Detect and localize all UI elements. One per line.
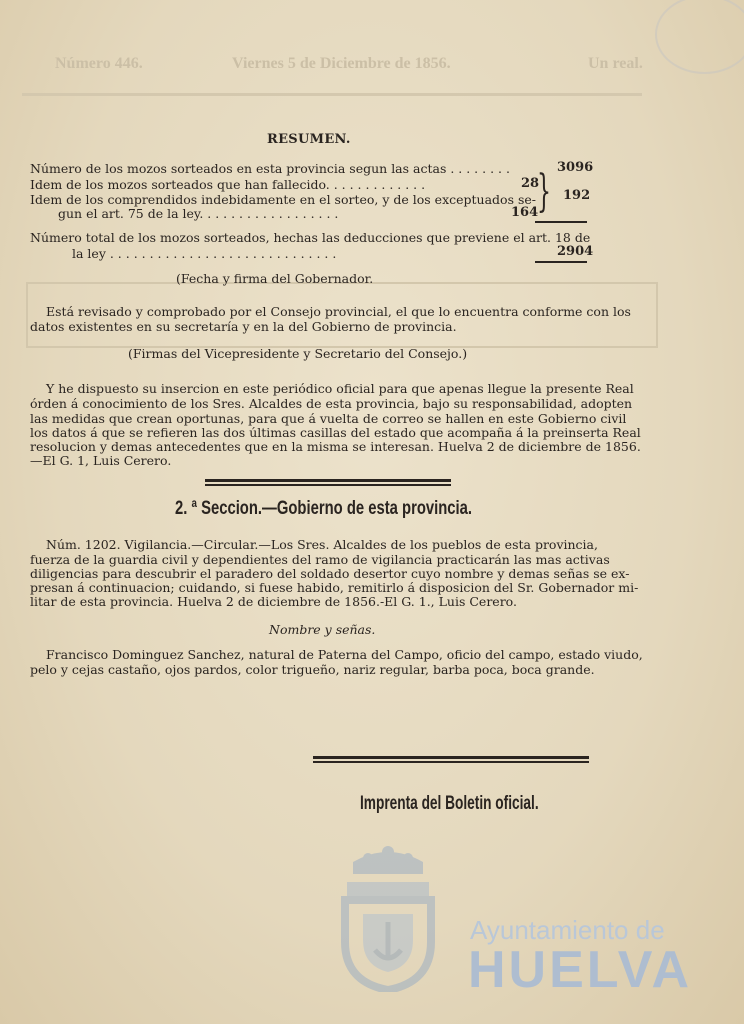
firma-gobernador: (Fecha y firma del Gobernador. bbox=[176, 271, 374, 286]
parrafo-line-5: resolucion y demas antecedentes que en la misma se interesan. Huelva 2 de diciembre de 1856. bbox=[30, 439, 641, 454]
section-rule bbox=[205, 479, 451, 486]
parrafo-line-1: Y he dispuesto su insercion en este periódico oficial para que apenas llegue la presente Real bbox=[46, 381, 634, 396]
seccion-line-3: diligencias para descubrir el paradero del soldado desertor cuyo nombre y demas señas se ex- bbox=[30, 566, 630, 581]
resumen-row-2: Idem de los mozos sorteados que han fallecido. . . . . . . . . . . . . bbox=[30, 177, 426, 192]
footer-rule bbox=[313, 756, 589, 763]
watermark-line-1: Ayuntamiento de bbox=[470, 915, 665, 945]
resumen-row-1: Número de los mozos sorteados en esta provincia segun las actas . . . . . . . . bbox=[30, 161, 510, 176]
seccion-line-4: presan á continuacion; cuidando, si fuese habido, remitirlo á disposicion del Sr. Gobernador mi- bbox=[30, 580, 639, 595]
parrafo-line-6: —El G. 1, Luis Cerero. bbox=[30, 453, 172, 468]
seccion-line-5: litar de esta provincia. Huelva 2 de diciembre de 1856.-El G. 1., Luis Cerero. bbox=[30, 594, 517, 609]
imprenta-footer: Imprenta del Boletin oficial. bbox=[360, 793, 539, 814]
stamp-seal bbox=[655, 0, 744, 74]
resumen-subtotal: 192 bbox=[563, 188, 591, 203]
brace-symbol: } bbox=[537, 166, 551, 217]
seccion-line-1: Núm. 1202. Vigilancia.—Circular.—Los Sres. Alcaldes de los pueblos de esta provincia, bbox=[46, 537, 598, 552]
firmas-consejo: (Firmas del Vicepresidente y Secretario del Consejo.) bbox=[128, 346, 468, 361]
revisado-line-2: datos existentes en su secretaría y en la del Gobierno de provincia. bbox=[30, 319, 457, 334]
ghost-numero: Número 446. bbox=[55, 55, 143, 72]
nombre-senas-subtitle: Nombre y señas. bbox=[269, 622, 376, 637]
seccion-line-2: fuerza de la guardia civil y dependientes del ramo de vigilancia practicarán las mas activas bbox=[30, 552, 610, 567]
resumen-value-1: 3096 bbox=[557, 160, 594, 175]
watermark-line-2: HUELVA bbox=[468, 941, 693, 999]
total-value: 2904 bbox=[557, 244, 594, 259]
parrafo-line-4: los datos á que se refieren las dos últimas casillas del estado que acompaña á la preinserta Real bbox=[30, 425, 641, 440]
subtotal-rule bbox=[535, 221, 587, 223]
parrafo-line-2: órden á conocimiento de los Sres. Alcaldes de esta provincia, bajo su responsabilidad, adopten bbox=[30, 396, 633, 411]
resumen-value-2: 28 bbox=[521, 176, 540, 191]
desc-line-1: Francisco Dominguez Sanchez, natural de Paterna del Campo, oficio del campo, estado viudo, bbox=[46, 647, 643, 662]
resumen-title: RESUMEN. bbox=[267, 132, 351, 147]
coat-of-arms-watermark bbox=[333, 842, 443, 992]
revisado-line-1: Está revisado y comprobado por el Consejo provincial, el que lo encuentra conforme con los bbox=[46, 304, 631, 319]
resumen-value-4: 164 bbox=[511, 205, 539, 220]
ghost-rule bbox=[22, 93, 642, 96]
resumen-row-4: gun el art. 75 de la ley. . . . . . . . . . . . . . . . . . bbox=[58, 206, 339, 221]
section-title: 2. ª Seccion.—Gobierno de esta provincia. bbox=[175, 498, 473, 519]
ghost-precio: Un real. bbox=[588, 55, 643, 72]
total-line-2: la ley . . . . . . . . . . . . . . . . . . . . . . . . . . . . . bbox=[72, 246, 337, 261]
parrafo-line-3: las medidas que crean oportunas, para que á vuelta de correo se hallen en este Gobierno civil bbox=[30, 411, 627, 426]
ghost-fecha: Viernes 5 de Diciembre de 1856. bbox=[232, 55, 451, 72]
desc-line-2: pelo y cejas castaño, ojos pardos, color trigueño, nariz regular, barba poca, boca grande. bbox=[30, 662, 595, 677]
total-line-1: Número total de los mozos sorteados, hechas las deducciones que previene el art. 18 de bbox=[30, 230, 591, 245]
total-rule bbox=[535, 261, 587, 263]
resumen-row-3: Idem de los comprendidos indebidamente en el sorteo, y de los exceptuados se- bbox=[30, 192, 537, 207]
